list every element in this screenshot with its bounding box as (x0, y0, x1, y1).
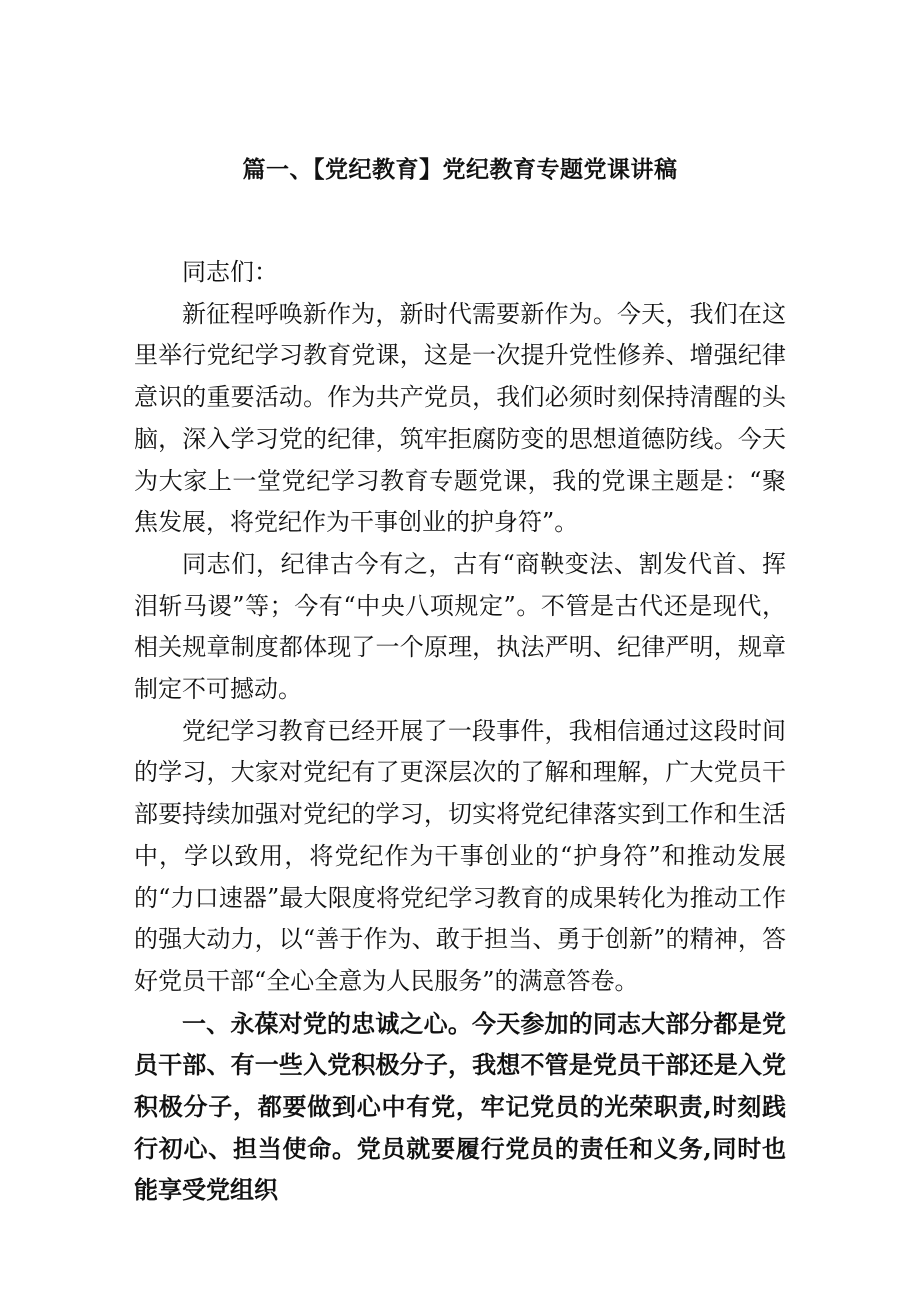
document-title: 篇一、【党纪教育】党纪教育专题党课讲稿 (242, 156, 678, 183)
paragraph-discipline-history: 同志们，纪律古今有之，古有“商鞅变法、割发代首、挥泪斩马谡”等；今有“中央八项规定”。不管是古代还是现代，相关规章制度都体现了一个原理，执法严明、纪律严明，规章制定不可撼动。 (134, 549, 786, 704)
paragraph-intro: 新征程呼唤新作为，新时代需要新作为。今天，我们在这里举行党纪学习教育党课，这是一次提升党性修养、增强纪律意识的重要活动。作为共产党员，我们必须时刻保持清醒的头脑，深入学习党的纪律，筑牢拒腐防变的思想道德防线。今天为大家上一堂党纪学习教育专题党课，我的党课主题是：“聚焦发展，将党纪作为干事创业的护身符”。 (134, 299, 786, 537)
document-body (134, 252, 786, 1211)
section-heading-paragraph-loyalty: 一、永葆对党的忠诚之心。今天参加的同志大部分都是党员干部、有一些入党积极分子，我想不管是党员干部还是入党积极分子，都要做到心中有党，牢记党员的光荣职责,时刻践行初心、担当使命。党员就要履行党员的责任和义务,同时也能享受党组织 (134, 1008, 786, 1205)
paragraph-learning-education: 党纪学习教育已经开展了一段事件，我相信通过这段时间的学习，大家对党纪有了更深层次的了解和理解，广大党员干部要持续加强对党纪的学习，切实将党纪律落实到工作和生活中，学以致用，将党纪作为干事创业的“护身符”和推动发展的“力口速器”最大限度将党纪学习教育的成果转化为推动工作的强大动力，以“善于作为、敢于担当、勇于创新”的精神，答好党员干部“全心全意为人民服务”的满意答卷。 (134, 716, 786, 995)
greeting: 同志们： (182, 258, 278, 286)
